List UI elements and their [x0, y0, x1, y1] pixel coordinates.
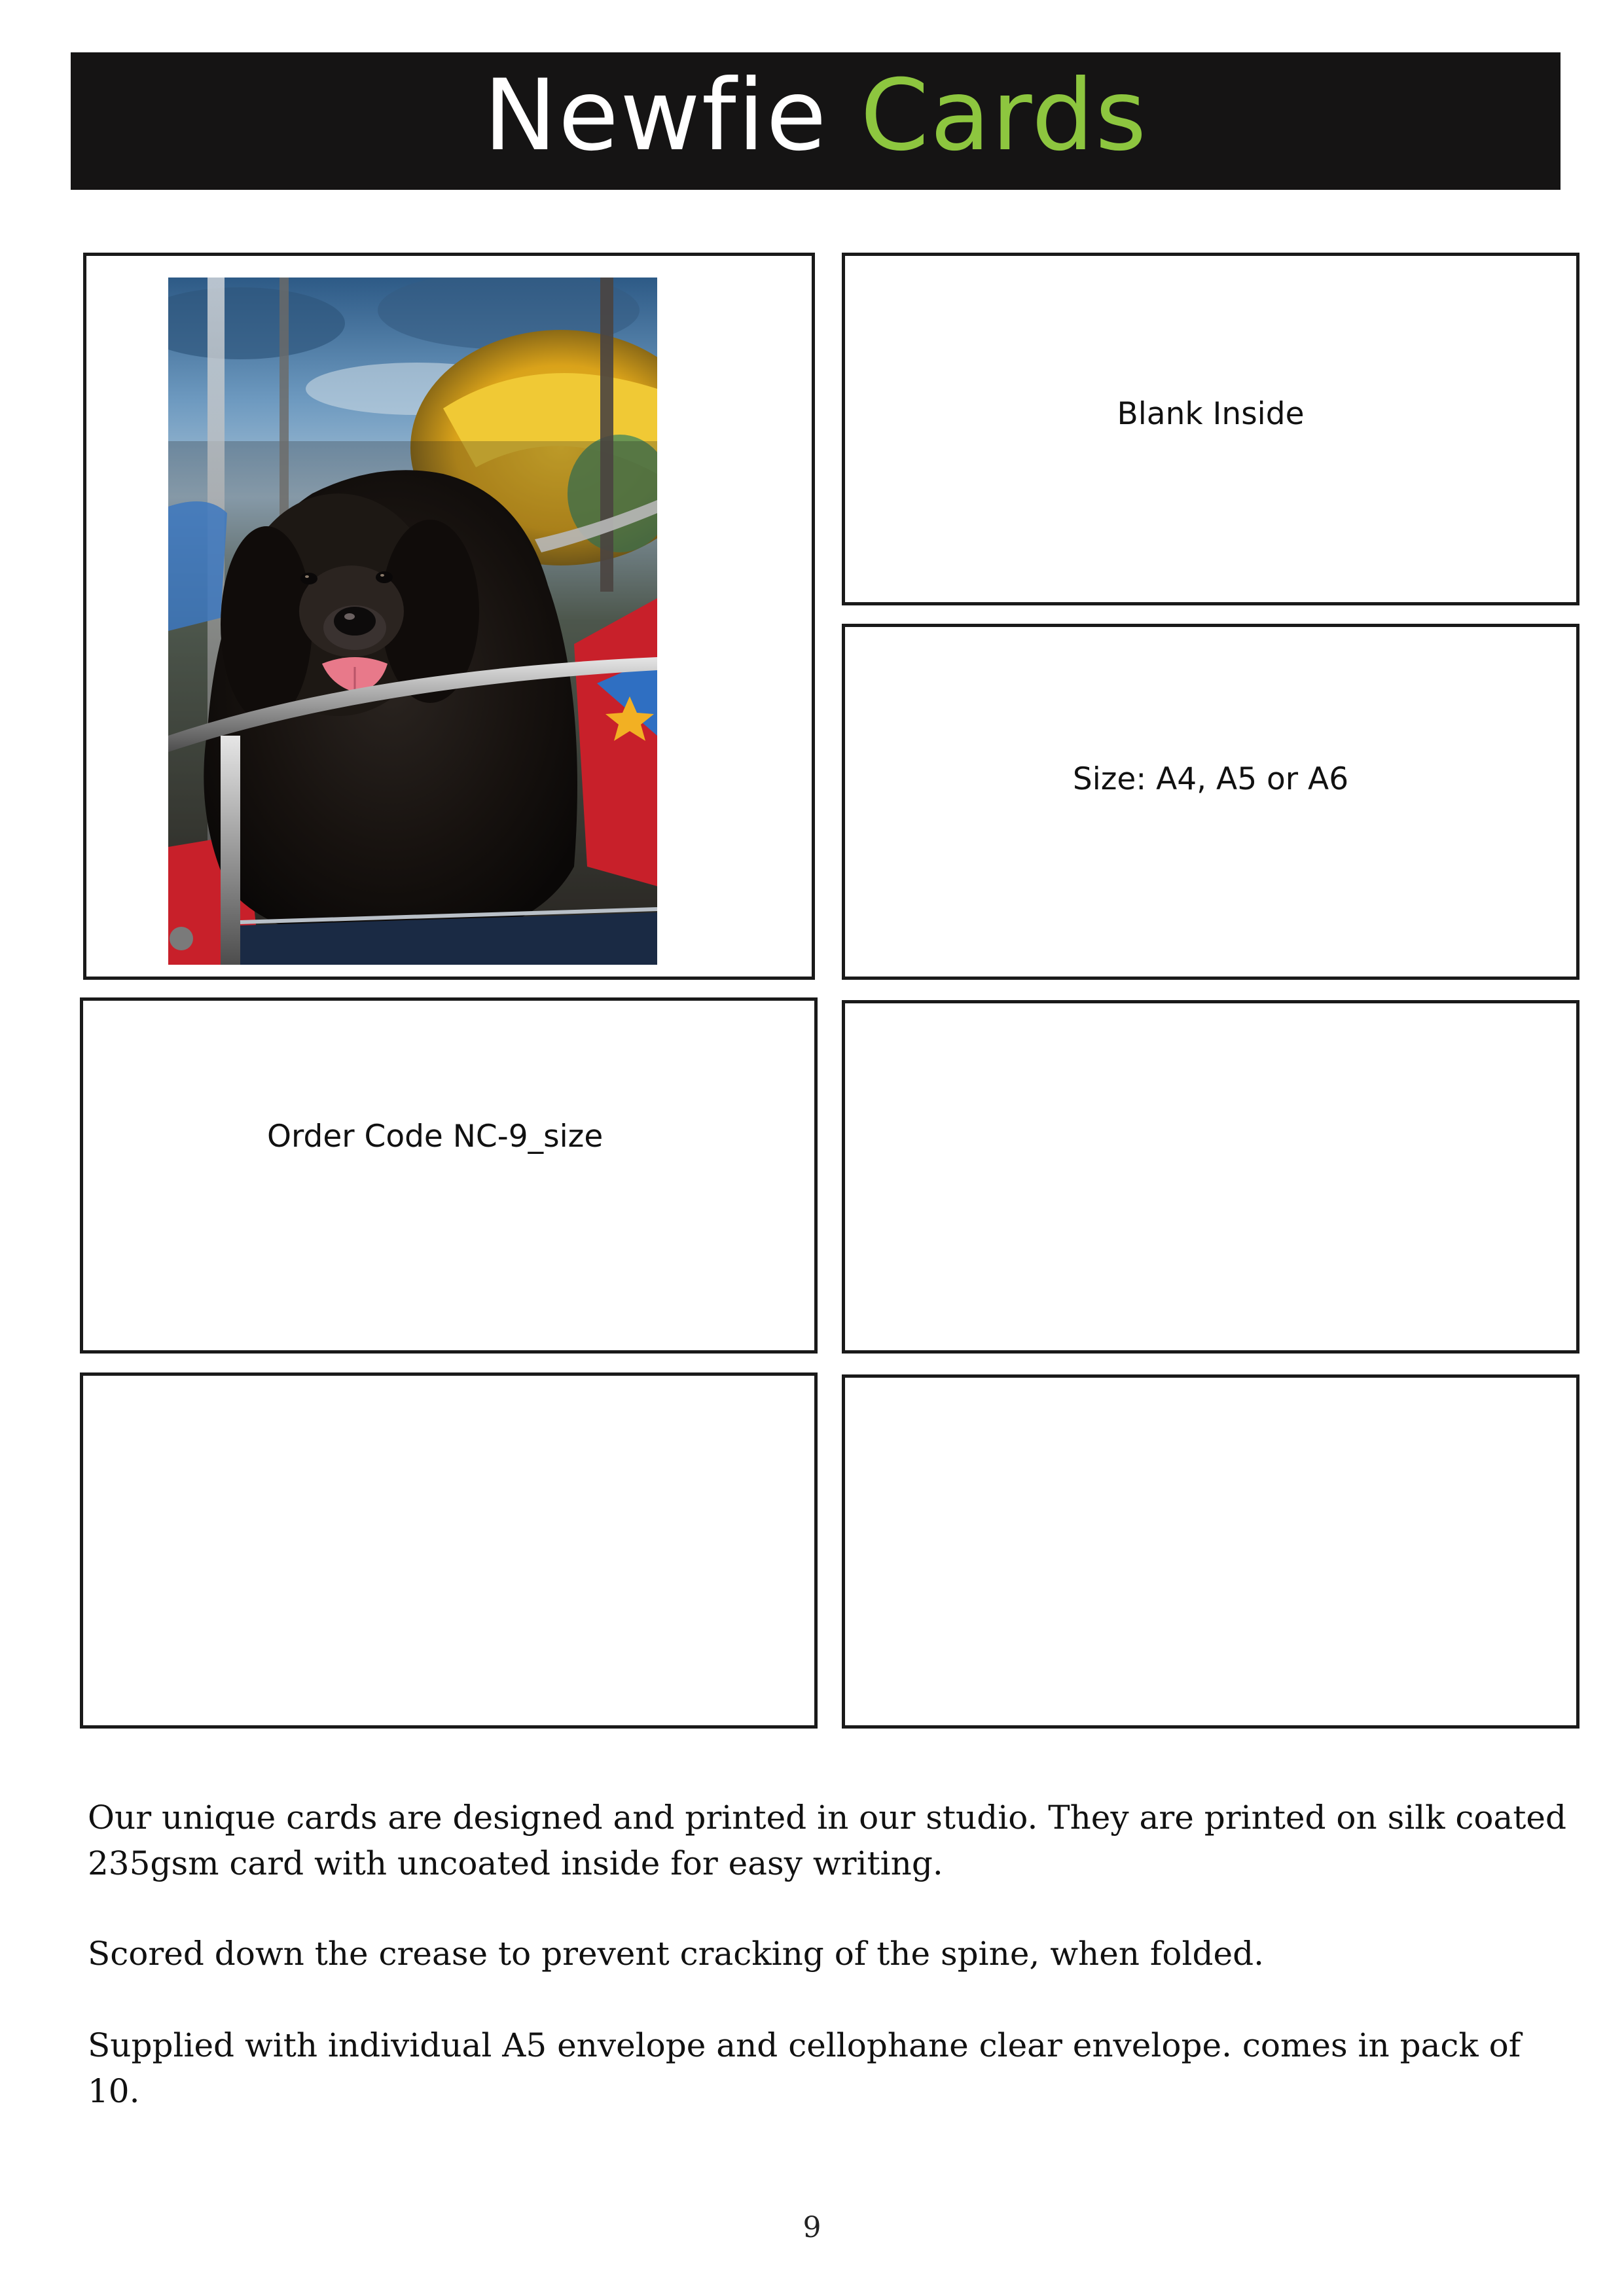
blank-inside-label: Blank Inside	[1117, 396, 1305, 432]
description-paragraph-1: Our unique cards are designed and printed in our studio. They are printed on silk coated 235gsm card with uncoated inside for easy writing.	[88, 1799, 1567, 1882]
description-paragraph-3: Supplied with individual A5 envelope and cellophane clear envelope. comes in pack of 10.	[88, 2026, 1521, 2110]
page-title	[483, 59, 1148, 173]
page-header	[71, 52, 1561, 190]
empty-panel-2	[80, 1372, 818, 1729]
order-code-label: Order Code NC-9_size	[267, 1119, 604, 1155]
empty-panel-1	[842, 1000, 1579, 1354]
empty-panel-3	[842, 1374, 1579, 1729]
card-photo-panel	[83, 253, 815, 980]
title-main: Newfie	[483, 59, 828, 173]
size-label: Size: A4, A5 or A6	[1072, 761, 1349, 797]
title-accent: Cards	[860, 59, 1148, 173]
blank-inside-panel	[842, 253, 1579, 605]
newfoundland-dog-photo	[168, 278, 657, 965]
page-number: 9	[803, 2211, 821, 2244]
description-paragraph-2: Scored down the crease to prevent cracking of the spine, when folded.	[88, 1935, 1264, 1973]
order-code-panel	[80, 997, 818, 1354]
size-panel	[842, 624, 1579, 980]
